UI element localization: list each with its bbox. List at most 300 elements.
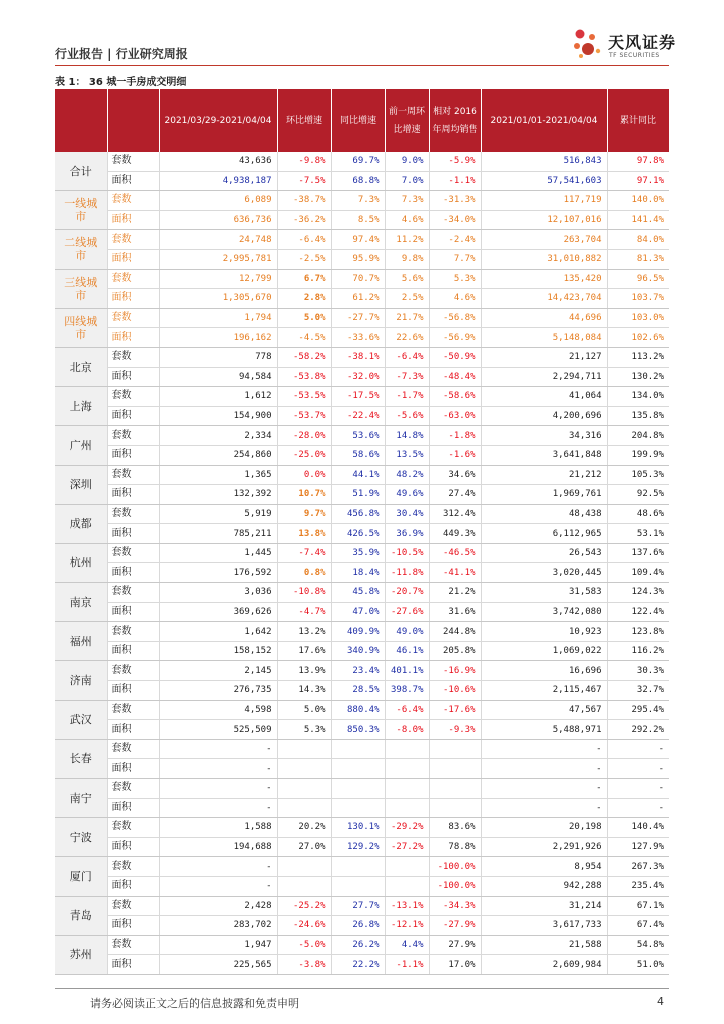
city-name: 福州	[55, 622, 107, 661]
data-cell: 11.2%	[385, 230, 429, 250]
data-cell: -10.6%	[429, 681, 481, 701]
metric-label: 面积	[107, 641, 159, 661]
table-row	[55, 798, 669, 818]
data-cell: -50.9%	[429, 347, 481, 367]
data-cell: 21.2%	[429, 583, 481, 603]
data-cell: -100.0%	[429, 876, 481, 896]
data-cell: 1,969,761	[481, 485, 607, 505]
data-cell: -53.8%	[277, 367, 331, 387]
data-cell: 21,212	[481, 465, 607, 485]
data-cell: 34.6%	[429, 465, 481, 485]
data-cell: -9.3%	[429, 720, 481, 740]
data-cell: -	[481, 798, 607, 818]
data-cell: 2,609,984	[481, 955, 607, 975]
column-header	[107, 89, 159, 152]
data-cell: 3,617,733	[481, 916, 607, 936]
table-row	[55, 524, 669, 544]
data-cell: 525,509	[159, 720, 277, 740]
data-cell: -46.5%	[429, 543, 481, 563]
metric-label: 面积	[107, 367, 159, 387]
data-cell: 127.9%	[607, 837, 669, 857]
metric-label: 套数	[107, 269, 159, 289]
data-cell: 134.0%	[607, 387, 669, 407]
data-cell: 6,112,965	[481, 524, 607, 544]
metric-label: 套数	[107, 857, 159, 877]
data-cell: 116.2%	[607, 641, 669, 661]
report-breadcrumb: 行业报告 | 行业研究周报	[55, 47, 188, 61]
data-cell: -7.4%	[277, 543, 331, 563]
data-cell: -13.1%	[385, 896, 429, 916]
data-cell: 48.2%	[385, 465, 429, 485]
data-cell: -53.5%	[277, 387, 331, 407]
table-row	[55, 171, 669, 191]
data-cell: 27.0%	[277, 837, 331, 857]
city-name: 武汉	[55, 700, 107, 739]
transaction-table	[55, 89, 670, 975]
data-cell: -31.3%	[429, 191, 481, 211]
metric-label: 面积	[107, 837, 159, 857]
data-cell: 48.6%	[607, 504, 669, 524]
data-cell: -	[159, 798, 277, 818]
data-cell: -27.7%	[331, 308, 385, 328]
metric-label: 套数	[107, 700, 159, 720]
data-cell: 3,641,848	[481, 445, 607, 465]
table-row	[55, 347, 669, 367]
table-row	[55, 249, 669, 269]
table-row	[55, 661, 669, 681]
data-cell: 158,152	[159, 641, 277, 661]
city-name: 上海	[55, 387, 107, 426]
data-cell: 5.0%	[277, 700, 331, 720]
data-cell: 36.9%	[385, 524, 429, 544]
data-cell	[385, 739, 429, 759]
data-cell: 132,392	[159, 485, 277, 505]
data-cell: 7.0%	[385, 171, 429, 191]
data-cell: 14.8%	[385, 426, 429, 446]
data-cell: 97.1%	[607, 171, 669, 191]
data-cell: 636,736	[159, 210, 277, 230]
table-row	[55, 779, 669, 799]
data-cell: 31,214	[481, 896, 607, 916]
data-cell: 850.3%	[331, 720, 385, 740]
data-cell: 41,064	[481, 387, 607, 407]
data-cell: 30.4%	[385, 504, 429, 524]
data-cell	[277, 857, 331, 877]
data-cell: 130.2%	[607, 367, 669, 387]
data-cell: 1,365	[159, 465, 277, 485]
data-cell: 194,688	[159, 837, 277, 857]
metric-label: 套数	[107, 583, 159, 603]
data-cell: 2,334	[159, 426, 277, 446]
data-cell: -6.4%	[385, 347, 429, 367]
metric-label: 套数	[107, 739, 159, 759]
city-name: 青岛	[55, 896, 107, 935]
data-cell: 0.8%	[277, 563, 331, 583]
data-cell: 9.7%	[277, 504, 331, 524]
data-cell: 312.4%	[429, 504, 481, 524]
data-cell: -4.7%	[277, 602, 331, 622]
data-cell: -58.2%	[277, 347, 331, 367]
metric-label: 面积	[107, 445, 159, 465]
data-cell: 70.7%	[331, 269, 385, 289]
data-cell: 3,036	[159, 583, 277, 603]
data-cell: 69.7%	[331, 152, 385, 171]
metric-label: 面积	[107, 876, 159, 896]
data-cell: 44,696	[481, 308, 607, 328]
data-cell: 785,211	[159, 524, 277, 544]
data-cell: -24.6%	[277, 916, 331, 936]
data-cell: -63.0%	[429, 406, 481, 426]
data-cell: 13.2%	[277, 622, 331, 642]
table-row	[55, 720, 669, 740]
data-cell: 30.3%	[607, 661, 669, 681]
data-cell: 20.2%	[277, 818, 331, 838]
data-cell: -28.0%	[277, 426, 331, 446]
data-cell: 5.3%	[429, 269, 481, 289]
data-cell: 81.3%	[607, 249, 669, 269]
data-cell: 20,198	[481, 818, 607, 838]
data-cell: -16.9%	[429, 661, 481, 681]
metric-label: 套数	[107, 935, 159, 955]
data-cell: 61.2%	[331, 289, 385, 309]
data-cell: -	[159, 739, 277, 759]
data-cell: 1,947	[159, 935, 277, 955]
data-cell: 1,612	[159, 387, 277, 407]
table-row	[55, 896, 669, 916]
data-cell: 22.6%	[385, 328, 429, 348]
data-cell: 398.7%	[385, 681, 429, 701]
data-cell	[331, 779, 385, 799]
data-cell: 129.2%	[331, 837, 385, 857]
metric-label: 面积	[107, 602, 159, 622]
column-header: 环比增速	[277, 89, 331, 152]
metric-label: 面积	[107, 798, 159, 818]
data-cell: -32.0%	[331, 367, 385, 387]
footer-disclaimer: 请务必阅读正文之后的信息披露和免责申明	[90, 997, 299, 1010]
data-cell	[385, 779, 429, 799]
data-cell	[277, 876, 331, 896]
metric-label: 面积	[107, 406, 159, 426]
data-cell: -	[481, 739, 607, 759]
table-row	[55, 210, 669, 230]
data-cell: -5.0%	[277, 935, 331, 955]
table-row	[55, 563, 669, 583]
data-cell: -27.6%	[385, 602, 429, 622]
data-cell: -	[481, 759, 607, 779]
metric-label: 套数	[107, 191, 159, 211]
data-cell: -3.8%	[277, 955, 331, 975]
metric-label: 面积	[107, 563, 159, 583]
data-cell	[277, 759, 331, 779]
data-cell	[385, 857, 429, 877]
data-cell	[429, 779, 481, 799]
data-cell: 5.0%	[277, 308, 331, 328]
data-cell	[277, 798, 331, 818]
data-cell: 51.9%	[331, 485, 385, 505]
city-name: 四线城市	[55, 308, 107, 347]
city-name: 南宁	[55, 779, 107, 818]
data-cell: 140.0%	[607, 191, 669, 211]
data-cell: 28.5%	[331, 681, 385, 701]
data-cell: 1,794	[159, 308, 277, 328]
data-cell: 26.8%	[331, 916, 385, 936]
data-cell: -5.9%	[429, 152, 481, 171]
data-cell	[429, 739, 481, 759]
data-cell: 113.2%	[607, 347, 669, 367]
data-cell: 225,565	[159, 955, 277, 975]
data-cell: -34.3%	[429, 896, 481, 916]
logo-name: 天风证券	[608, 33, 677, 52]
data-cell: 43,636	[159, 152, 277, 171]
data-cell: 5.3%	[277, 720, 331, 740]
data-cell: 135,420	[481, 269, 607, 289]
data-cell: 18.4%	[331, 563, 385, 583]
data-cell: 5,488,971	[481, 720, 607, 740]
data-cell: 1,588	[159, 818, 277, 838]
data-cell: 26,543	[481, 543, 607, 563]
data-cell: 205.8%	[429, 641, 481, 661]
data-cell: -38.1%	[331, 347, 385, 367]
data-cell: 267.3%	[607, 857, 669, 877]
data-cell: 13.8%	[277, 524, 331, 544]
data-cell: 51.0%	[607, 955, 669, 975]
data-cell: 31.6%	[429, 602, 481, 622]
data-cell: 13.9%	[277, 661, 331, 681]
city-name: 一线城市	[55, 191, 107, 230]
logo-mark-icon	[568, 25, 604, 61]
city-name: 宁波	[55, 818, 107, 857]
data-cell: -	[607, 779, 669, 799]
metric-label: 套数	[107, 896, 159, 916]
city-name: 合计	[55, 152, 107, 191]
data-cell: 10.7%	[277, 485, 331, 505]
table-row	[55, 700, 669, 720]
data-cell: 54.8%	[607, 935, 669, 955]
data-cell: 449.3%	[429, 524, 481, 544]
data-cell: 4,938,187	[159, 171, 277, 191]
data-cell: 53.6%	[331, 426, 385, 446]
data-cell: -	[159, 876, 277, 896]
table-row	[55, 504, 669, 524]
data-cell: 44.1%	[331, 465, 385, 485]
data-cell: 32.7%	[607, 681, 669, 701]
data-cell: 35.9%	[331, 543, 385, 563]
data-cell: -10.5%	[385, 543, 429, 563]
data-cell: 7.7%	[429, 249, 481, 269]
data-cell: 67.4%	[607, 916, 669, 936]
metric-label: 套数	[107, 661, 159, 681]
data-cell: 154,900	[159, 406, 277, 426]
metric-label: 面积	[107, 759, 159, 779]
table-row	[55, 935, 669, 955]
data-cell	[429, 798, 481, 818]
data-cell: 4.6%	[385, 210, 429, 230]
data-cell: 10,923	[481, 622, 607, 642]
data-cell: 31,583	[481, 583, 607, 603]
data-cell: 27.7%	[331, 896, 385, 916]
metric-label: 面积	[107, 720, 159, 740]
data-cell: -	[481, 779, 607, 799]
data-cell	[331, 798, 385, 818]
data-cell: 369,626	[159, 602, 277, 622]
data-cell	[331, 876, 385, 896]
table-row	[55, 759, 669, 779]
table-row	[55, 739, 669, 759]
data-cell: 0.0%	[277, 465, 331, 485]
column-header: 累计同比	[607, 89, 669, 152]
metric-label: 面积	[107, 524, 159, 544]
data-cell: 31,010,882	[481, 249, 607, 269]
metric-label: 套数	[107, 543, 159, 563]
data-cell: 123.8%	[607, 622, 669, 642]
data-cell: 778	[159, 347, 277, 367]
metric-label: 面积	[107, 210, 159, 230]
data-cell: 3,742,080	[481, 602, 607, 622]
data-cell: 124.3%	[607, 583, 669, 603]
data-cell: 2.8%	[277, 289, 331, 309]
data-cell: 204.8%	[607, 426, 669, 446]
table-row	[55, 308, 669, 328]
data-cell: 426.5%	[331, 524, 385, 544]
data-cell: -34.0%	[429, 210, 481, 230]
data-cell: 67.1%	[607, 896, 669, 916]
data-cell: 254,860	[159, 445, 277, 465]
data-cell: -56.9%	[429, 328, 481, 348]
data-cell: -29.2%	[385, 818, 429, 838]
table-row	[55, 289, 669, 309]
table-header-row	[55, 89, 669, 152]
data-cell: -9.8%	[277, 152, 331, 171]
data-cell: -2.5%	[277, 249, 331, 269]
data-cell: 22.2%	[331, 955, 385, 975]
data-cell: -27.9%	[429, 916, 481, 936]
table-row	[55, 387, 669, 407]
table-row	[55, 367, 669, 387]
city-name: 深圳	[55, 465, 107, 504]
data-cell: -1.1%	[429, 171, 481, 191]
data-cell: 5,919	[159, 504, 277, 524]
data-cell: -7.3%	[385, 367, 429, 387]
metric-label: 面积	[107, 289, 159, 309]
data-cell: 516,843	[481, 152, 607, 171]
data-cell: 46.1%	[385, 641, 429, 661]
data-cell: 1,069,022	[481, 641, 607, 661]
data-cell: 276,735	[159, 681, 277, 701]
data-cell: 58.6%	[331, 445, 385, 465]
data-cell: -12.1%	[385, 916, 429, 936]
data-cell: 117,719	[481, 191, 607, 211]
column-header: 同比增速	[331, 89, 385, 152]
data-cell: 21.7%	[385, 308, 429, 328]
table-row	[55, 641, 669, 661]
data-cell	[277, 739, 331, 759]
data-cell: -33.6%	[331, 328, 385, 348]
company-logo	[568, 25, 678, 65]
city-name: 长春	[55, 739, 107, 778]
metric-label: 面积	[107, 249, 159, 269]
city-name: 广州	[55, 426, 107, 465]
data-cell: -25.0%	[277, 445, 331, 465]
table-row	[55, 328, 669, 348]
city-name: 二线城市	[55, 230, 107, 269]
metric-label: 套数	[107, 465, 159, 485]
data-cell: 14,423,704	[481, 289, 607, 309]
data-cell: -1.1%	[385, 955, 429, 975]
metric-label: 面积	[107, 171, 159, 191]
data-cell: 34,316	[481, 426, 607, 446]
data-cell: -7.5%	[277, 171, 331, 191]
data-cell	[331, 739, 385, 759]
data-cell: -58.6%	[429, 387, 481, 407]
data-cell: -	[159, 759, 277, 779]
data-cell: 21,127	[481, 347, 607, 367]
column-header: 相对 2016 年周均销售	[429, 89, 481, 152]
data-cell: -	[607, 739, 669, 759]
data-cell: -41.1%	[429, 563, 481, 583]
table-row	[55, 955, 669, 975]
data-cell: 235.4%	[607, 876, 669, 896]
data-cell: 109.4%	[607, 563, 669, 583]
data-cell: 27.9%	[429, 935, 481, 955]
metric-label: 套数	[107, 152, 159, 171]
data-cell: 122.4%	[607, 602, 669, 622]
data-cell: -	[159, 779, 277, 799]
table-row	[55, 152, 669, 171]
metric-label: 套数	[107, 779, 159, 799]
data-cell: 196,162	[159, 328, 277, 348]
column-header: 2021/03/29-2021/04/04	[159, 89, 277, 152]
data-cell: 9.0%	[385, 152, 429, 171]
data-cell: 13.5%	[385, 445, 429, 465]
data-cell: 135.8%	[607, 406, 669, 426]
header-divider	[55, 65, 669, 66]
table-row	[55, 485, 669, 505]
data-cell: 68.8%	[331, 171, 385, 191]
data-cell: 17.0%	[429, 955, 481, 975]
data-cell: -36.2%	[277, 210, 331, 230]
data-cell: 92.5%	[607, 485, 669, 505]
city-name: 厦门	[55, 857, 107, 896]
table-row	[55, 191, 669, 211]
data-cell: 2.5%	[385, 289, 429, 309]
table-row	[55, 230, 669, 250]
data-cell: 12,799	[159, 269, 277, 289]
data-cell: 47.0%	[331, 602, 385, 622]
table-row	[55, 857, 669, 877]
city-name: 南京	[55, 583, 107, 622]
data-cell: -25.2%	[277, 896, 331, 916]
city-name: 杭州	[55, 543, 107, 582]
data-cell: -6.4%	[277, 230, 331, 250]
data-cell: -56.8%	[429, 308, 481, 328]
data-cell: 8.5%	[331, 210, 385, 230]
data-cell: 176,592	[159, 563, 277, 583]
data-cell: 130.1%	[331, 818, 385, 838]
data-cell: -1.8%	[429, 426, 481, 446]
data-cell: -8.0%	[385, 720, 429, 740]
data-cell: -100.0%	[429, 857, 481, 877]
data-cell: 26.2%	[331, 935, 385, 955]
data-cell: 4,200,696	[481, 406, 607, 426]
data-cell: -1.7%	[385, 387, 429, 407]
data-cell: 283,702	[159, 916, 277, 936]
table-row	[55, 818, 669, 838]
data-cell: 21,588	[481, 935, 607, 955]
data-cell: 880.4%	[331, 700, 385, 720]
data-cell: 340.9%	[331, 641, 385, 661]
data-cell: 295.4%	[607, 700, 669, 720]
data-cell	[385, 759, 429, 779]
